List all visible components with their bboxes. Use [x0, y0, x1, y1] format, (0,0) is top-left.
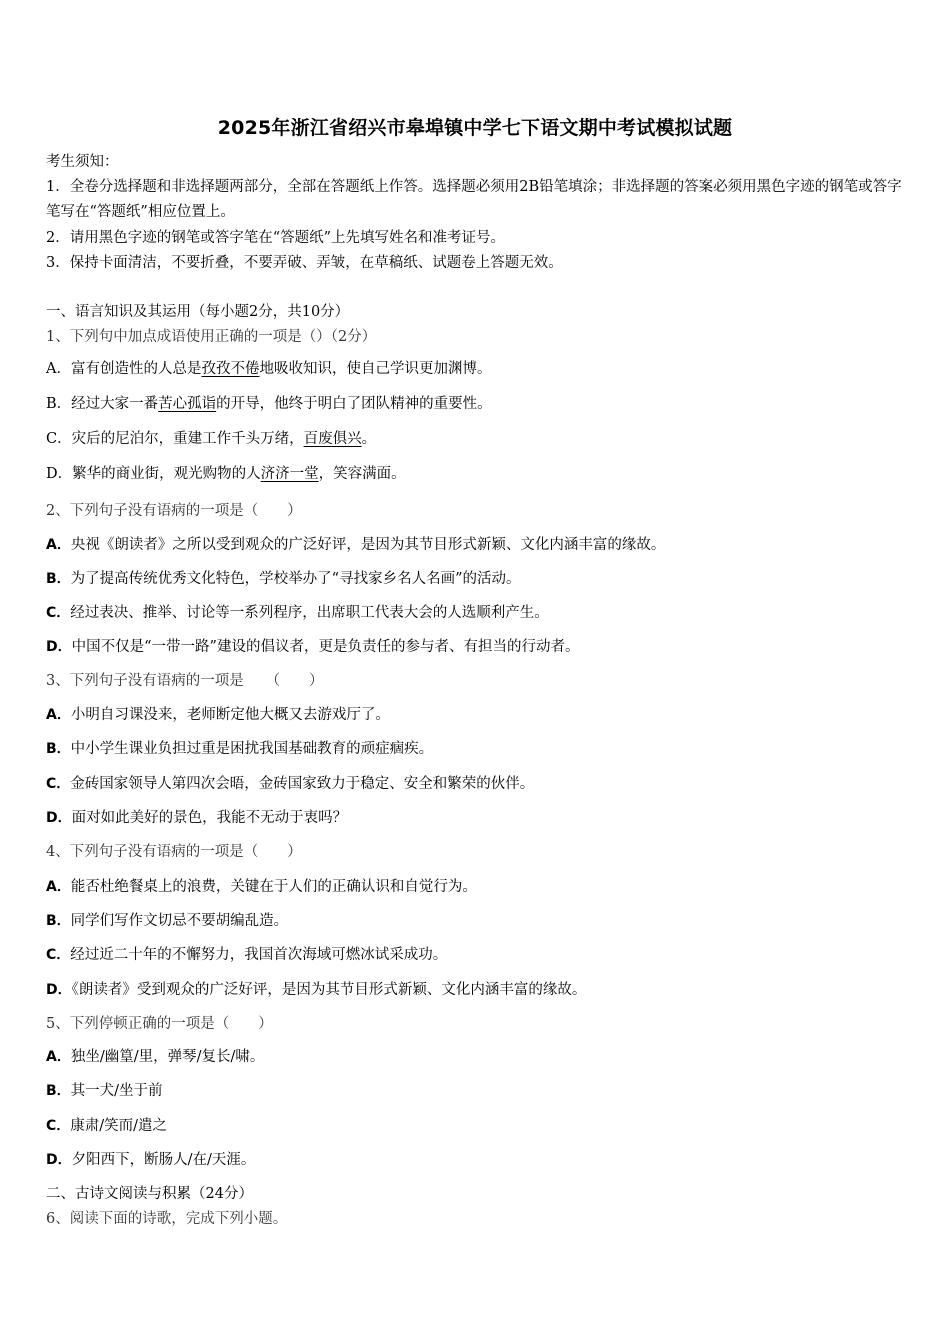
- q1-a-pre: A．富有创造性的人总是: [46, 361, 202, 377]
- q1-a-idiom: 孜孜不倦: [201, 361, 260, 377]
- q2-b-text: 为了提高传统优秀文化特色，学校举办了“寻找家乡名人名画”的活动。: [70, 571, 521, 587]
- q1-b-post: 的开导，他终于明白了团队精神的重要性。: [216, 396, 492, 412]
- q6-stem: 6、阅读下面的诗歌，完成下列小题。: [46, 1211, 288, 1227]
- q2-option-c: [46, 603, 549, 623]
- q2-option-b: [46, 569, 521, 589]
- q1-b-pre: B．经过大家一番: [46, 396, 159, 412]
- q5-c-label: C．: [46, 1118, 71, 1134]
- q2-stem: 2、下列句子没有语病的一项是（ ）: [46, 503, 302, 519]
- q2-a-label: A．: [46, 537, 71, 553]
- q2-b-label: B．: [46, 571, 71, 587]
- q4-stem: 4、下列句子没有语病的一项是（ ）: [46, 844, 302, 860]
- q4-option-a: [46, 877, 477, 897]
- q2-d-label: D．: [46, 639, 72, 655]
- q5-option-a: [46, 1047, 264, 1067]
- q1-c-post: 。: [361, 431, 377, 447]
- q1-c-pre: C．灾后的尼泊尔，重建工作千头万绪，: [46, 431, 304, 447]
- q2-d-text: 中国不仅是“一带一路”建设的倡议者，更是负责任的参与者、有担当的行动者。: [71, 639, 580, 655]
- q3-b-text: 中小学生课业负担过重是困扰我国基础教育的顽症痼疾。: [70, 741, 434, 757]
- q3-a-label: A．: [46, 707, 71, 723]
- q3-option-d: [46, 808, 347, 828]
- q5-option-b: [46, 1081, 163, 1101]
- section2-heading: 二、古诗文阅读与积累（24分）: [46, 1186, 253, 1202]
- q3-option-b: [46, 739, 433, 759]
- q2-option-a: [46, 535, 665, 555]
- notice-heading: 考生须知：: [46, 154, 119, 170]
- q4-b-label: B．: [46, 913, 71, 929]
- notice-item-3: 3．保持卡面清洁，不要折叠，不要弄破、弄皱，在草稿纸、试题卷上答题无效。: [46, 255, 563, 271]
- q1-c-idiom: 百废俱兴: [303, 431, 362, 447]
- q5-stem: 5、下列停顿正确的一项是（ ）: [46, 1016, 273, 1032]
- q4-b-text: 同学们写作文切忌不要胡编乱造。: [70, 913, 289, 929]
- q3-a-text: 小明自习课没来，老师断定他大概又去游戏厅了。: [70, 707, 390, 723]
- notice-item-2: 2．请用黑色字迹的钢笔或答字笔在“答题纸”上先填写姓名和准考证号。: [46, 230, 506, 246]
- q1-option-c: [46, 429, 376, 449]
- q4-d-text: 《朗读者》受到观众的广泛好评，是因为其节目形式新颖、文化内涵丰富的缘故。: [71, 982, 587, 998]
- q3-option-c: [46, 774, 534, 794]
- q4-option-c: [46, 945, 447, 965]
- q1-d-post: ，笑容满面。: [318, 466, 406, 482]
- q5-b-text: 其一犬/坐于前: [70, 1083, 163, 1099]
- q1-option-b: [46, 394, 492, 414]
- q1-option-a: [46, 359, 491, 379]
- section1-heading: 一、语言知识及其运用（每小题2分，共10分）: [46, 304, 350, 320]
- q1-stem: 1、下列句中加点成语使用正确的一项是（）（2分）: [46, 329, 377, 345]
- q2-option-d: [46, 637, 579, 657]
- q5-option-d: [46, 1150, 255, 1170]
- q4-option-b: [46, 911, 288, 931]
- q3-c-label: C．: [46, 776, 71, 792]
- q5-c-text: 康肃/笑而/遣之: [70, 1118, 168, 1134]
- q4-a-label: A．: [46, 879, 71, 895]
- q4-d-label: D．: [46, 982, 72, 998]
- q1-d-idiom: 济济一堂: [260, 466, 319, 482]
- q3-stem: 3、下列句子没有语病的一项是 （ ）: [46, 673, 324, 689]
- q5-a-text: 独坐/幽篁/里，弹琴/复长/啸。: [70, 1049, 265, 1065]
- q1-option-d: [46, 464, 406, 484]
- q5-d-text: 夕阳西下，断肠人/在/天涯。: [71, 1152, 256, 1168]
- q1-d-pre: D．繁华的商业街，观光购物的人: [46, 466, 261, 482]
- q3-d-text: 面对如此美好的景色，我能不无动于衷吗？: [71, 810, 348, 826]
- q3-option-a: [46, 705, 390, 725]
- q5-b-label: B．: [46, 1083, 71, 1099]
- exam-title: 2025年浙江省绍兴市皋埠镇中学七下语文期中考试模拟试题: [217, 117, 733, 139]
- q5-d-label: D．: [46, 1152, 72, 1168]
- q5-a-label: A．: [46, 1049, 71, 1065]
- notice-item-1: 1．全卷分选择题和非选择题两部分，全部在答题纸上作答。选择题必须用2B铅笔填涂；非选择题的答案必须用黑色字迹的钢笔或答字笔写在“答题纸”相应位置上。: [46, 179, 902, 220]
- q2-a-text: 央视《朗读者》之所以受到观众的广泛好评，是因为其节目形式新颖、文化内涵丰富的缘故。: [70, 537, 666, 553]
- q5-option-c: [46, 1116, 167, 1136]
- q3-c-text: 金砖国家领导人第四次会晤，金砖国家致力于稳定、安全和繁荣的伙伴。: [70, 776, 535, 792]
- q1-a-post: 地吸收知识，使自己学识更加渊博。: [259, 361, 492, 377]
- q4-option-d: [46, 980, 586, 1000]
- q1-b-idiom: 苦心孤诣: [158, 396, 217, 412]
- q3-d-label: D．: [46, 810, 72, 826]
- q4-a-text: 能否杜绝餐桌上的浪费，关键在于人们的正确认识和自觉行为。: [70, 879, 477, 895]
- q4-c-text: 经过近二十年的不懈努力，我国首次海域可燃冰试采成功。: [70, 947, 448, 963]
- q2-c-text: 经过表决、推举、讨论等一系列程序，出席职工代表大会的人选顺利产生。: [70, 605, 549, 621]
- q2-c-label: C．: [46, 605, 71, 621]
- q4-c-label: C．: [46, 947, 71, 963]
- q3-b-label: B．: [46, 741, 71, 757]
